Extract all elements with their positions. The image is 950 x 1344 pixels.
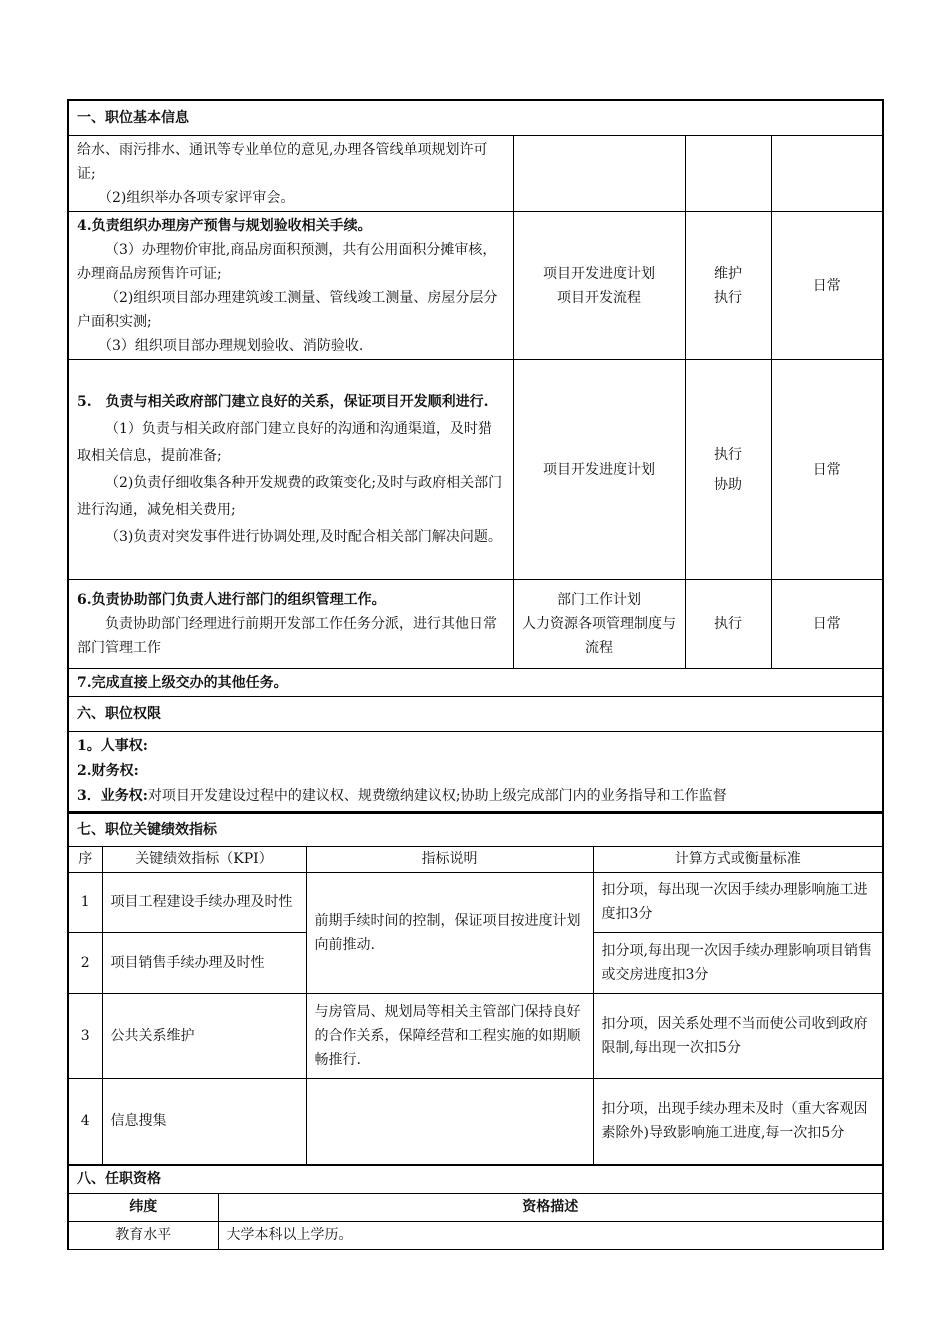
duty-5-freq: 日常 xyxy=(771,360,883,580)
duty-4-role: 维护 执行 xyxy=(685,212,771,360)
duty-4-heading: 4.负责组织办理房产预售与规划验收相关手续。 xyxy=(77,217,372,234)
duty-6-role: 执行 xyxy=(685,580,771,669)
duty-6-desc: 6.负责协助部门负责人进行部门的组织管理工作。 负责协助部门经理进行前期开发部工作任务分派，进行其他日常部门管理工作 xyxy=(68,580,513,669)
kpi-calc: 扣分项,每出现一次因手续办理影响项目销售或交房进度扣3分 xyxy=(593,932,883,993)
kpi-no: 4 xyxy=(68,1078,102,1164)
kpi-header-calc: 计算方式或衡量标准 xyxy=(593,846,883,872)
qual-desc: 大学本科以上学历。 xyxy=(218,1221,883,1249)
kpi-calc: 扣分项，每出现一次因手续办理影响施工进度扣3分 xyxy=(593,872,883,932)
kpi-no: 3 xyxy=(68,993,102,1078)
duty-continuation-docs xyxy=(513,136,685,212)
kpi-calc: 扣分项，出现手续办理未及时（重大客观因素除外)导致影响施工进度,每一次扣5分 xyxy=(593,1078,883,1164)
duty-continuation-role xyxy=(685,136,771,212)
kpi-name: 项目销售手续办理及时性 xyxy=(102,932,306,993)
kpi-table xyxy=(67,813,884,1165)
authority-item-finance: 2.财务权: xyxy=(77,762,139,779)
kpi-no: 1 xyxy=(68,872,102,932)
duty-5-heading: 5. 负责与相关政府部门建立良好的关系，保证项目开发顺利进行. xyxy=(77,393,489,410)
section-title-qualification: 八、任职资格 xyxy=(68,1165,883,1193)
table-row xyxy=(68,1221,883,1249)
duty-6-heading: 6.负责协助部门负责人进行部门的组织管理工作。 xyxy=(77,592,386,608)
duty-continuation-desc: 给水、雨污排水、通讯等专业单位的意见,办理各管线单项规划许可证; （2)组织举办各项专家评审会。 xyxy=(68,136,513,212)
duty-5-role: 执行 协助 xyxy=(685,360,771,580)
table-row xyxy=(68,872,883,932)
duty-continuation-freq xyxy=(771,136,883,212)
kpi-desc xyxy=(306,1078,593,1164)
authority-item-personnel: 1。人事权: xyxy=(77,737,148,754)
qual-header-desc: 资格描述 xyxy=(218,1193,883,1221)
authority-item-business: 3．业务权:对项目开发建设过程中的建议权、规费缴纳建议权;协助上级完成部门内的业务指导和工作监督 xyxy=(77,787,727,804)
kpi-header-desc: 指标说明 xyxy=(306,846,593,872)
table-row xyxy=(68,993,883,1078)
duties-table xyxy=(67,99,884,813)
duty-6-freq: 日常 xyxy=(771,580,883,669)
kpi-header-kpi: 关键绩效指标（KPI） xyxy=(102,846,306,872)
kpi-name: 公共关系维护 xyxy=(102,993,306,1078)
job-description-page xyxy=(67,99,882,1241)
kpi-name: 项目工程建设手续办理及时性 xyxy=(102,872,306,932)
duty-4-desc: 4.负责组织办理房产预售与规划验收相关手续。 （3）办理物价审批,商品房面积预测，共有公用面积分摊审核，办理商品房预售许可证; （2)组织项目部办理建筑竣工测量、管线竣工测量、房屋分层分户面积实测; （3）组织项目部办理规划验收、消防验收. xyxy=(68,212,513,360)
duty-7-heading: 7.完成直接上级交办的其他任务。 xyxy=(68,669,883,697)
authority-list xyxy=(68,732,883,812)
section-title-kpi: 七、职位关键绩效指标 xyxy=(68,813,883,846)
duty-5-docs: 项目开发进度计划 xyxy=(513,360,685,580)
kpi-header-no: 序 xyxy=(68,846,102,872)
section-title-basic-info: 一、职位基本信息 xyxy=(68,100,883,136)
kpi-desc: 与房管局、规划局等相关主管部门保持良好的合作关系，保障经营和工程实施的如期顺畅推行. xyxy=(306,993,593,1078)
table-row xyxy=(68,1078,883,1164)
duty-6-docs: 部门工作计划 人力资源各项管理制度与流程 xyxy=(513,580,685,669)
qual-dim: 教育水平 xyxy=(68,1221,218,1249)
duty-5-desc: 5. 负责与相关政府部门建立良好的关系，保证项目开发顺利进行. （1）负责与相关政府部门建立良好的沟通和沟通渠道，及时猎取相关信息，提前准备; （2)负责仔细收集各种开发规费的政策变化;及时与政府相关部门进行沟通，减免相关费用; （3)负责对突发事件进行协调处理,及时配合相关部门解决问题。 xyxy=(68,360,513,580)
kpi-desc: 前期手续时间的控制，保证项目按进度计划向前推动. xyxy=(306,872,593,993)
kpi-no: 2 xyxy=(68,932,102,993)
qual-header-dim: 纬度 xyxy=(68,1193,218,1221)
duty-4-freq: 日常 xyxy=(771,212,883,360)
kpi-name: 信息搜集 xyxy=(102,1078,306,1164)
qualification-table xyxy=(67,1165,884,1250)
kpi-calc: 扣分项，因关系处理不当而使公司收到政府限制,每出现一次扣5分 xyxy=(593,993,883,1078)
section-title-authority: 六、职位权限 xyxy=(68,697,883,732)
duty-4-docs: 项目开发进度计划 项目开发流程 xyxy=(513,212,685,360)
